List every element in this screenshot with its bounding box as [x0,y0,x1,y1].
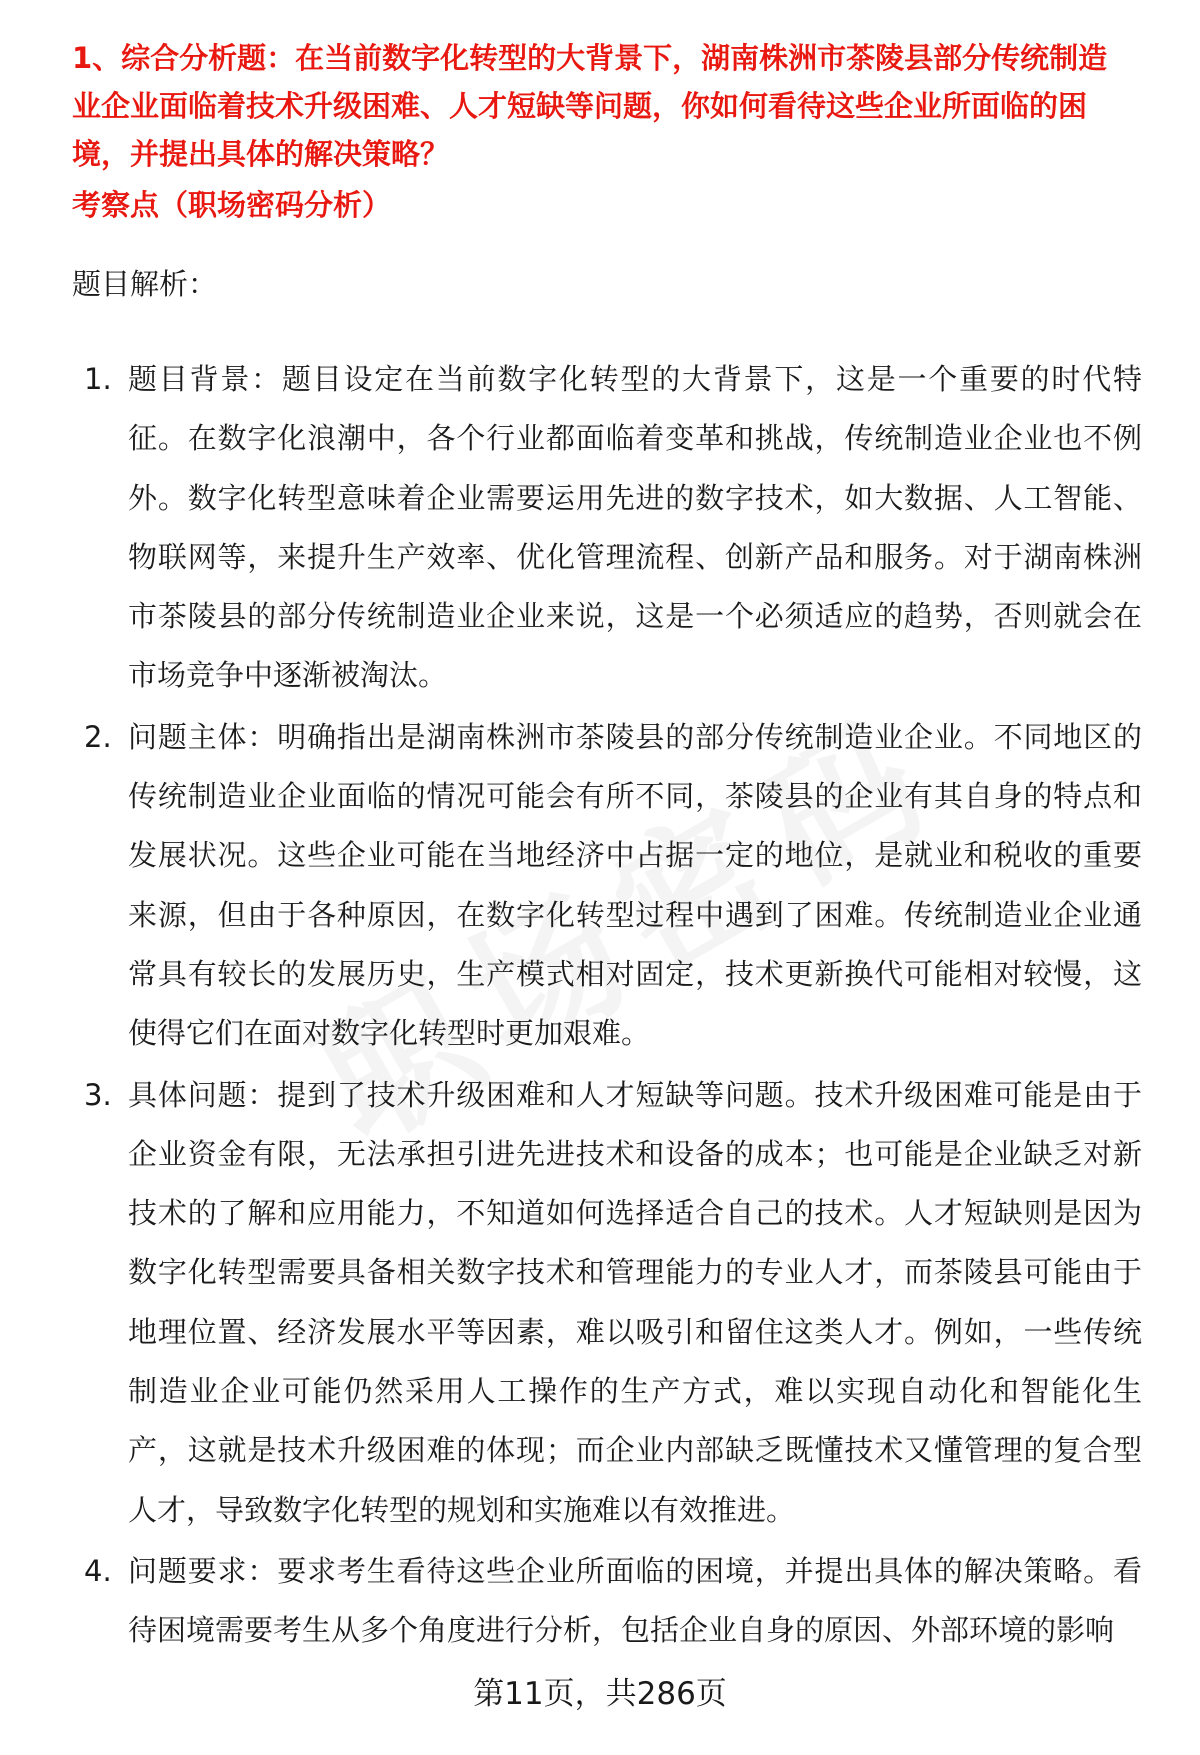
list-item-text: 问题要求：要求考生看待这些企业所面临的困境，并提出具体的解决策略。看待困境需要考生从多个角度进行分析，包括企业自身的原因、外部环境的影响 [128,1553,1142,1648]
list-item-text: 具体问题：提到了技术升级困难和人才短缺等问题。技术升级困难可能是由于企业资金有限，无法承担引进先进技术和设备的成本；也可能是企业缺乏对新技术的了解和应用能力，不知道如何选择适合自己的技术。人才短缺则是因为数字化转型需要具备相关数字技术和管理能力的专业人才，而茶陵县可能由于地理位置、经济发展水平等因素，难以吸引和留住这类人才。例如，一些传统制造业企业可能仍然采用人工操作的生产方式，难以实现自动化和智能化生产，这就是技术升级困难的体现；而企业内部缺乏既懂技术又懂管理的复合型人才，导致数字化转型的规划和实施难以有效推进。 [128,1077,1142,1527]
list-item-number: 2. [84,719,112,754]
list-item-text: 问题主体：明确指出是湖南株洲市茶陵县的部分传统制造业企业。不同地区的传统制造业企业面临的情况可能会有所不同，茶陵县的企业有其自身的特点和发展状况。这些企业可能在当地经济中占据一定的地位，是就业和税收的重要来源，但由于各种原因，在数字化转型过程中遇到了困难。传统制造业企业通常具有较长的发展历史，生产模式相对固定，技术更新换代可能相对较慢，这使得它们在面对数字化转型时更加艰难。 [128,719,1142,1051]
question-heading: 1、综合分析题：在当前数字化转型的大背景下，湖南株洲市茶陵县部分传统制造业企业面临着技术升级困难、人才短缺等问题，你如何看待这些企业所面临的困境，并提出具体的解决策略？ [72,41,1108,171]
list-item [72,1066,1142,1540]
list-item-text: 题目背景：题目设定在当前数字化转型的大背景下，这是一个重要的时代特征。在数字化浪潮中，各个行业都面临着变革和挑战，传统制造业企业也不例外。数字化转型意味着企业需要运用先进的数字技术，如大数据、人工智能、物联网等，来提升生产效率、优化管理流程、创新产品和服务。对于湖南株洲市茶陵县的部分传统制造业企业来说，这是一个必须适应的趋势，否则就会在市场竞争中逐渐被淘汰。 [128,362,1142,693]
analysis-list [72,350,1142,1663]
list-item-number: 4. [84,1553,112,1588]
list-item [72,708,1142,1064]
list-item-number: 1. [84,362,112,396]
list-item-number: 3. [84,1077,112,1112]
page-number-footer: 第11页，共286页 [473,1676,727,1712]
list-item [72,1542,1142,1661]
list-item [72,350,1142,706]
intro-label: 题目解析： [72,267,218,301]
section-title: 考察点（职场密码分析） [72,188,392,222]
